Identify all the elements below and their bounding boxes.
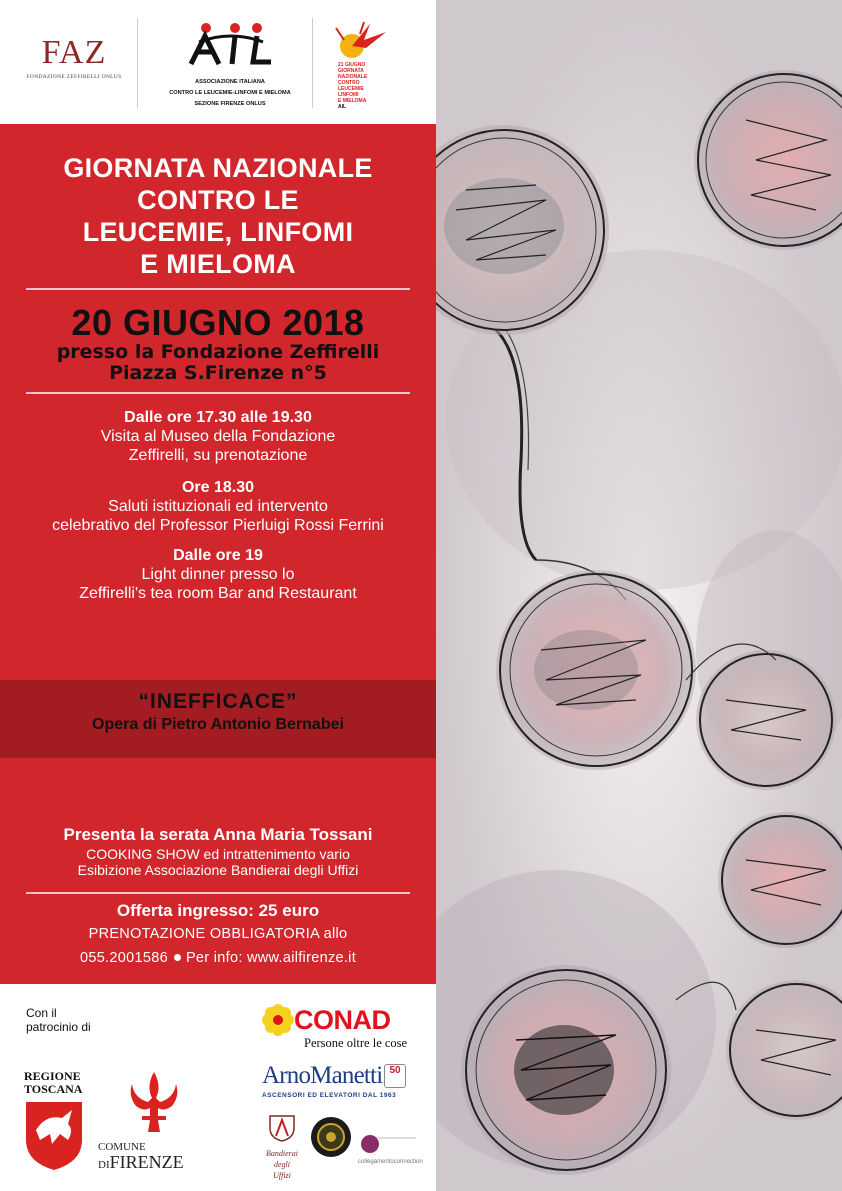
faz-subtitle: FONDAZIONE ZEFFIRELLI ONLUS — [26, 74, 122, 80]
pegasus-shield-icon — [24, 1100, 86, 1172]
offer-heading: Offerta ingresso: 25 euro — [116, 901, 320, 920]
program-item: Ore 18.30 Saluti istituzionali ed intervento celebrativo del Professor Pierluigi Rossi Ferrini — [0, 478, 436, 535]
program-item: Dalle ore 17.30 alle 19.30 Visita al Museo della Fondazione Zeffirelli, su prenotazione — [0, 408, 436, 465]
artwork-title: “INEFFICACE” — [138, 690, 298, 713]
event-date: 20 GIUGNO 2018 — [71, 302, 365, 343]
comune-label: COMUNE — [98, 1141, 146, 1153]
round-seal-icon — [310, 1116, 352, 1158]
brush-divider — [26, 892, 410, 894]
fondazione-zeffirelli-logo — [24, 36, 124, 80]
anniversary-badge: 50 — [384, 1064, 406, 1088]
patronage-label: Con il patrocinio di — [26, 1006, 91, 1034]
conad-name: CONAD — [294, 1005, 391, 1035]
regione-toscana-logo: REGIONE TOSCANA — [24, 1070, 94, 1177]
divider — [137, 18, 138, 108]
program-time: Dalle ore 19 — [173, 547, 263, 564]
giornata-nazionale-logo — [330, 20, 390, 110]
brush-divider — [26, 288, 410, 290]
sunburst-icon — [330, 20, 390, 64]
host-heading: Presenta la serata Anna Maria Tossani — [63, 825, 373, 844]
giglio-icon — [124, 1068, 184, 1134]
artwork-band — [0, 680, 436, 758]
watercolor-circles-image — [436, 0, 842, 1191]
offer-section: Offerta ingresso: 25 euro PRENOTAZIONE OBBLIGATORIA allo 055.2001586 Per info: www.ailfirenze.it — [0, 900, 436, 970]
header-logos — [0, 0, 436, 124]
ail-line1: ASSOCIAZIONE ITALIANA — [195, 79, 265, 85]
conad-tagline: Persone oltre le cose — [304, 1036, 408, 1050]
ail-line3: SEZIONE FIRENZE ONLUS — [194, 101, 266, 107]
host-section: Presenta la serata Anna Maria Tossani COOKING SHOW ed intrattenimento vario Esibizione Associazione Bandierai degli Uffizi — [0, 824, 436, 878]
contact-line — [0, 946, 436, 970]
program-time: Dalle ore 17.30 alle 19.30 — [124, 409, 312, 426]
program-item: Dalle ore 19 Light dinner presso lo Zeffirelli's tea room Bar and Restaurant — [0, 546, 436, 603]
program-time: Ore 18.30 — [181, 479, 255, 496]
event-title: GIORNATA NAZIONALE CONTRO LE LEUCEMIE, LINFOMI E MIELOMA — [63, 153, 373, 279]
phone-number[interactable]: 055.2001586 — [79, 950, 168, 966]
connection-logo: collegamentoconnection — [358, 1132, 418, 1165]
footer-sponsors — [0, 984, 436, 1191]
giornata-logo-text: 21 GIUGNO GIORNATA NAZIONALE CONTRO LEUCEMIE LINFOMI E MIELOMA AIL — [338, 62, 368, 110]
arno-subtitle: ASCENSORI ED ELEVATORI DAL 1963 — [262, 1092, 397, 1099]
event-panel — [0, 124, 436, 984]
ail-line2: CONTRO LE LEUCEMIE-LINFOMI E MIELOMA — [169, 90, 291, 96]
connection-mark-icon — [358, 1132, 418, 1154]
ail-mark — [160, 22, 300, 75]
artwork-painting — [436, 0, 842, 1191]
divider — [312, 18, 313, 108]
daisy-icon — [262, 1004, 294, 1036]
flag-shield-icon — [267, 1114, 297, 1142]
brush-divider — [26, 392, 410, 394]
faz-mark: FAZ — [41, 34, 107, 71]
comune-firenze-logo — [98, 1068, 210, 1174]
arno-name: ArnoManetti — [262, 1062, 383, 1089]
ail-logo — [160, 22, 300, 108]
info-link[interactable]: Per info: www.ailfirenze.it — [185, 950, 357, 966]
event-venue: presso la Fondazione Zeffirelli Piazza S.Firenze n°5 — [56, 341, 380, 384]
artwork-subtitle: Opera di Pietro Antonio Bernabei — [92, 716, 344, 733]
ail-figures-icon — [185, 22, 275, 66]
bandierai-logo: Bandierai degli Uffizi — [262, 1114, 302, 1180]
arno-manetti-logo — [262, 1062, 412, 1099]
comune-name: DIFIRENZE — [98, 1152, 184, 1172]
minor-sponsor-logos — [262, 1114, 423, 1184]
bullet-icon — [174, 954, 181, 961]
